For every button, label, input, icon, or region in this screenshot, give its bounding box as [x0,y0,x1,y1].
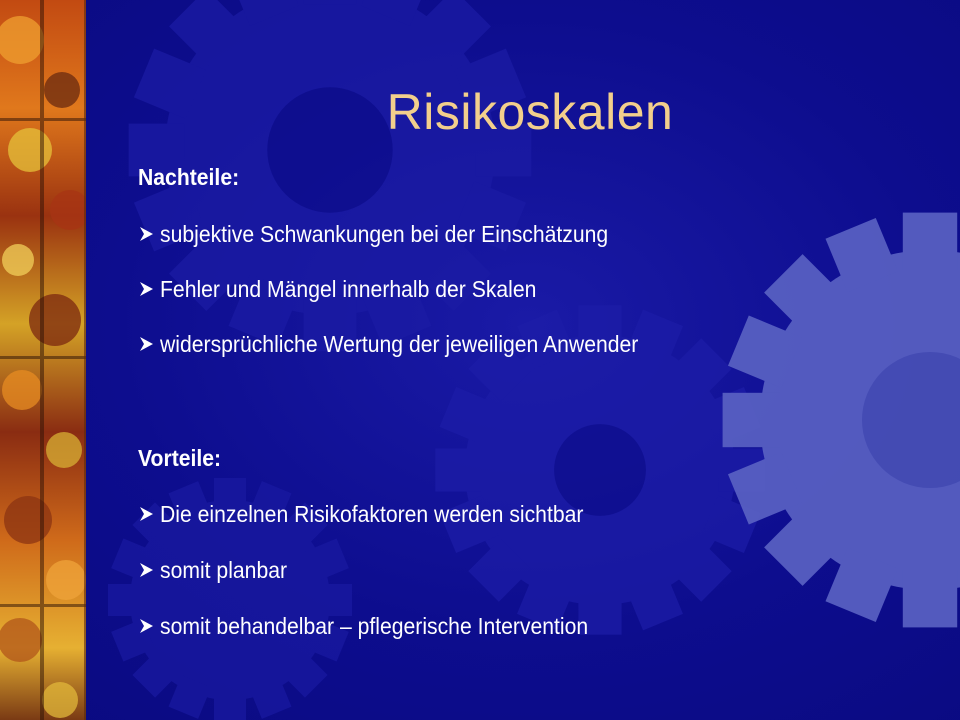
list-item [138,611,918,641]
list-item [138,499,918,529]
list-item-text: subjektive Schwankungen bei der Einschätzung [160,221,609,247]
list-item-text: widersprüchliche Wertung der jeweiligen Anwender [160,331,639,357]
section-heading-vorteile: Vorteile: [138,445,222,471]
list-item [138,329,918,359]
list-item-text: somit behandelbar – pflegerische Intervention [160,613,589,639]
list-item [138,274,918,304]
list-item [138,219,918,249]
nachteile-list [138,219,918,359]
list-item-text: somit planbar [160,557,288,583]
arrowhead-bullet-icon [138,506,154,522]
arrowhead-bullet-icon [138,618,154,634]
decorative-left-strip [0,0,86,720]
arrowhead-bullet-icon [138,336,154,352]
arrowhead-bullet-icon [138,562,154,578]
arrowhead-bullet-icon [138,281,154,297]
arrowhead-bullet-icon [138,226,154,242]
list-item-text: Fehler und Mängel innerhalb der Skalen [160,276,537,302]
slide-content [138,160,918,641]
list-item-text: Die einzelnen Risikofaktoren werden sichtbar [160,501,584,527]
slide-title: Risikoskalen [386,84,674,140]
list-item [138,555,918,585]
section-heading-nachteile: Nachteile: [138,164,240,190]
vorteile-list [138,499,918,641]
